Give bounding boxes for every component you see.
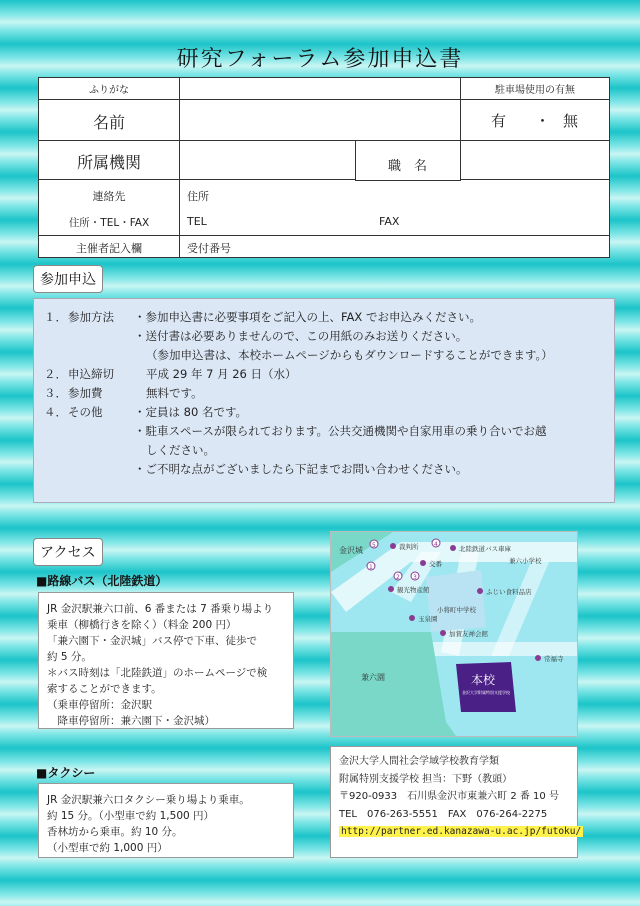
name-label: 名前 [92, 113, 125, 132]
apply-row-label: その他 [68, 405, 103, 419]
map-marker-3: 3 [413, 574, 417, 581]
access-heading: アクセス [33, 538, 103, 566]
apply-info-box [33, 298, 615, 503]
map-label-tamasen: 玉泉園 [418, 615, 438, 623]
map-label-kotocho-jhs: 小将町中学校 [437, 606, 476, 614]
address-label: 住所 [187, 190, 209, 203]
apply-row-text: ・駐車スペースが限られております。公共交通機関や自家用車の乗り合いでお越 [134, 424, 547, 438]
contact-line: TEL 076-263-5551 FAX 076-264-2275 [339, 808, 548, 820]
map-marker-4: 4 [434, 541, 438, 548]
bus-info-line: JR 金沢駅兼六口前、6 番または 7 番乗り場より [47, 603, 274, 615]
apply-row-text: （参加申込書は、本校ホームページからもダウンロードすることができます。） [146, 348, 553, 362]
map-label-kenrokuen: 兼六園 [361, 673, 385, 682]
receipt-number-label: 受付番号 [187, 242, 231, 255]
parking-no-option[interactable]: 無 [563, 112, 579, 130]
map-label-hokuriku-bus: 北陸鉄道バス車庫 [459, 545, 511, 553]
contact-line: 金沢大学人間社会学域学校教育学類 [339, 756, 499, 767]
page-title: 研究フォーラム参加申込書 [176, 47, 464, 72]
bus-info-line: 降車停留所：兼六園下・金沢城） [47, 715, 215, 727]
map-label-kanazawajo: 金沢城 [339, 546, 363, 555]
map-marker-1: 1 [369, 564, 373, 571]
apply-row-number: １． [44, 310, 67, 324]
taxi-info-line: 約 15 分。（小型車で約 1,500 円） [47, 810, 215, 822]
taxi-info-line: （小型車で約 1,000 円） [47, 842, 168, 854]
map-label-kouban: 交番 [429, 560, 442, 568]
map-label-honkou-sub: 金沢大学附属特別支援学校 [462, 690, 510, 695]
position-label-box [355, 140, 461, 181]
furigana-label: ふりがな [89, 85, 129, 96]
bus-info-line: 「兼六園下・金沢城」バス停で下車、徒歩で [47, 635, 257, 647]
tel-label: TEL [187, 215, 207, 228]
apply-row-text: しください。 [146, 443, 215, 457]
map-label-kankou: 観光物産館 [397, 586, 430, 594]
contact-line: 附属特別支援学校 担当：下野（教頭） [339, 773, 513, 785]
apply-row-label: 申込締切 [68, 367, 114, 381]
taxi-heading: ■タクシー [36, 766, 96, 780]
parking-yes-option[interactable]: 有 [491, 112, 507, 130]
apply-row-label: 参加方法 [68, 310, 114, 324]
apply-row-text: ・送付書は必要ありませんので、この用紙のみお送りください。 [134, 329, 468, 343]
map-label-kaga-yuzen: 加賀友禅会館 [449, 630, 488, 638]
map-label-honkou: 本校 [471, 673, 496, 687]
map-svg [331, 532, 577, 736]
contact-field[interactable] [239, 182, 605, 232]
map-label-fujii: ふじい食料品店 [486, 588, 532, 596]
contact-url-link[interactable]: http://partner.ed.kanazawa-u.ac.jp/futoku/ [341, 826, 582, 837]
apply-row-number: ２． [44, 367, 67, 381]
bus-info-box [38, 592, 294, 729]
name-field[interactable] [180, 100, 460, 140]
parking-separator: ・ [535, 112, 551, 130]
apply-row-text: ・ご不明な点がございましたら下記までお問い合わせください。 [134, 462, 468, 476]
contact-line: 〒920-0933 石川県金沢市東兼六町 2 番 10 号 [339, 791, 559, 802]
bus-info-line: ＊バス時刻は「北陸鉄道」のホームページで検 [47, 667, 268, 679]
taxi-info-line: 香林坊から乗車。約 10 分。 [47, 826, 183, 838]
fax-label: FAX [379, 215, 400, 228]
contact-sublabel: 住所・TEL・FAX [68, 217, 150, 229]
map-label-kenroku-elem: 兼六小学校 [509, 557, 542, 565]
apply-row-label: 参加費 [68, 386, 103, 400]
map-marker-5: 5 [372, 542, 376, 549]
bus-info-line: 約 5 分。 [47, 651, 92, 663]
apply-row-number: ３． [44, 386, 67, 400]
apply-row-text: 平成 29 年 7 月 26 日（水） [146, 367, 297, 381]
map-label-saibansho: 裁判所 [399, 543, 419, 551]
position-field[interactable] [461, 141, 609, 179]
bus-info-line: 索することができます。 [47, 683, 162, 695]
affiliation-label: 所属機関 [76, 153, 141, 172]
access-map [330, 531, 578, 737]
application-form-table [38, 77, 610, 258]
apply-heading: 参加申込 [33, 265, 103, 293]
parking-header: 駐車場使用の有無 [495, 85, 575, 96]
furigana-field[interactable] [180, 78, 460, 99]
apply-row-number: ４． [44, 405, 67, 419]
contact-info-box [330, 746, 582, 858]
bus-info-line: （乗車停留所：金沢駅 [47, 699, 152, 711]
bus-info-line: 乗車（柳橋行きを除く）（料金 200 円） [47, 619, 237, 631]
organizer-label: 主催者記入欄 [76, 242, 142, 255]
position-label: 職 名 [387, 159, 427, 174]
contact-label: 連絡先 [92, 190, 126, 203]
bus-heading: ■路線バス（北陸鉄道） [36, 574, 168, 588]
apply-row-text: 無料です。 [146, 386, 203, 400]
taxi-info-box [38, 783, 294, 858]
map-label-joufukuji: 常福寺 [544, 655, 564, 663]
affiliation-field[interactable] [180, 141, 354, 179]
taxi-info-line: JR 金沢駅兼六口タクシー乗り場より乗車。 [47, 794, 250, 806]
map-marker-2: 2 [396, 574, 400, 581]
apply-row-text: ・定員は 80 名です。 [134, 405, 248, 419]
apply-row-text: ・参加申込書に必要事項をご記入の上、FAX でお申込みください。 [134, 310, 481, 324]
